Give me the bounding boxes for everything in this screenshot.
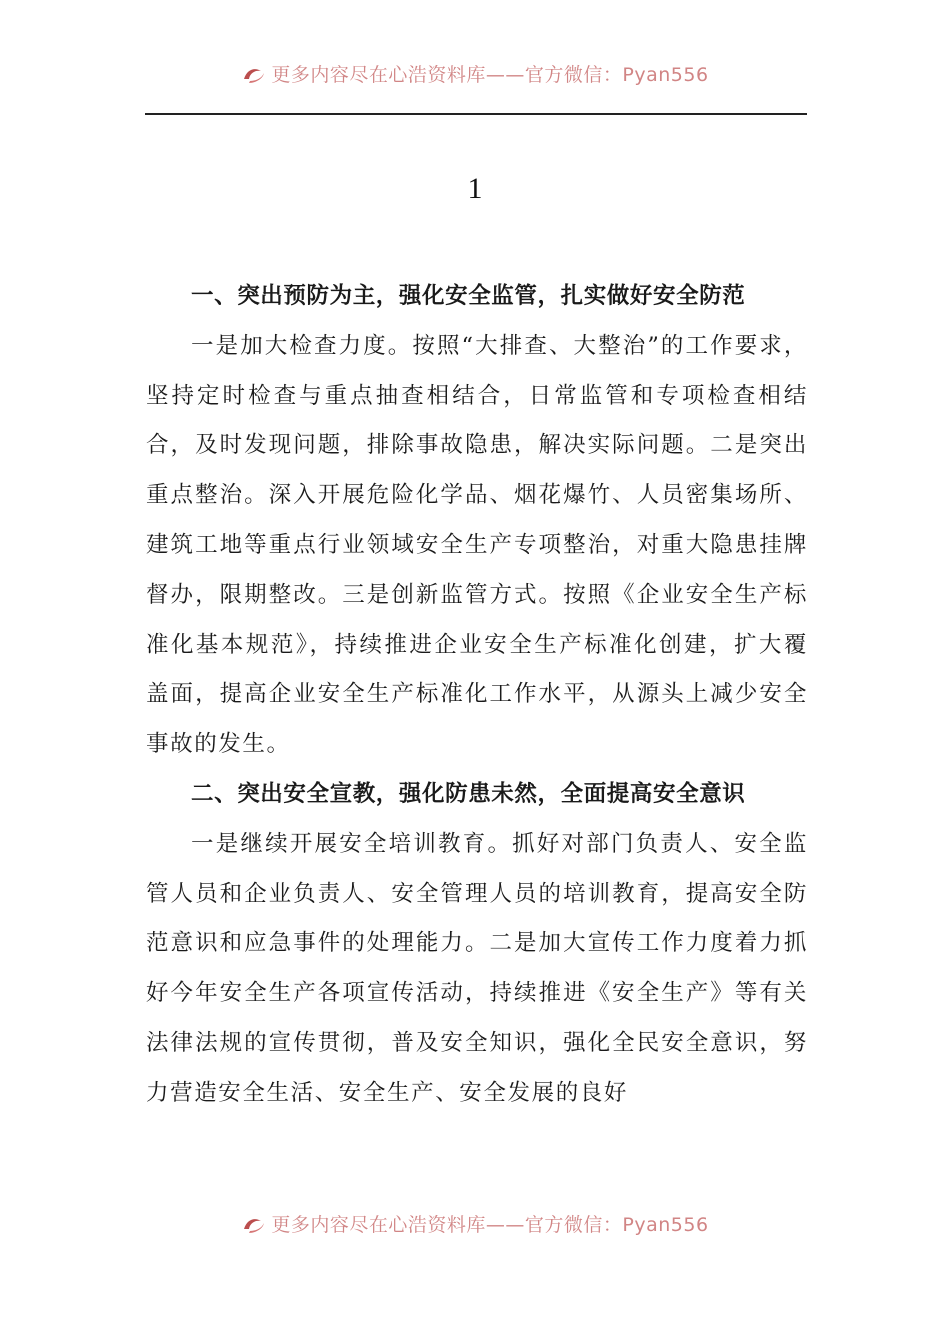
section-body: 一是继续开展安全培训教育。抓好对部门负责人、安全监管人员和企业负责人、安全管理人员的培训教育，提高安全防范意识和应急事件的处理能力。二是加大宣传工作力度着力抓好今年安全生产各项宣传活动，持续推进《安全生产》等有关法律法规的宣传贯彻，普及安全知识，强化全民安全意识，努力营造安全生活、安全生产、安全发展的良好 bbox=[146, 830, 808, 1106]
watermark-text: 更多内容尽在心浩资料库——官方微信：Pyan556 bbox=[271, 1214, 709, 1236]
document-body bbox=[146, 272, 808, 1119]
section-body: 一是加大检查力度。按照“大排查、大整治”的工作要求，坚持定时检查与重点抽查相结合，日常监管和专项检查相结合，及时发现问题，排除事故隐患，解决实际问题。二是突出重点整治。深入开展危险化学品、烟花爆竹、人员密集场所、建筑工地等重点行业领域安全生产专项整治，对重大隐患挂牌督办，限期整改。三是创新监管方式。按照《企业安全生产标准化基本规范》，持续推进企业安全生产标准化创建，扩大覆盖面，提高企业安全生产标准化工作水平，从源头上减少安全事故的发生。 bbox=[146, 332, 808, 758]
section-heading: 一、突出预防为主，强化安全监管，扎实做好安全防范 bbox=[191, 283, 746, 309]
watermark-bottom bbox=[0, 1210, 950, 1237]
watermark-logo-icon bbox=[241, 65, 267, 85]
watermark-logo-icon bbox=[241, 1215, 267, 1235]
header-rule bbox=[145, 113, 807, 115]
watermark-top bbox=[0, 60, 950, 87]
page-number: 1 bbox=[467, 172, 483, 205]
section-heading: 二、突出安全宣教，强化防患未然，全面提高安全意识 bbox=[191, 780, 746, 807]
watermark-text: 更多内容尽在心浩资料库——官方微信：Pyan556 bbox=[271, 64, 709, 86]
